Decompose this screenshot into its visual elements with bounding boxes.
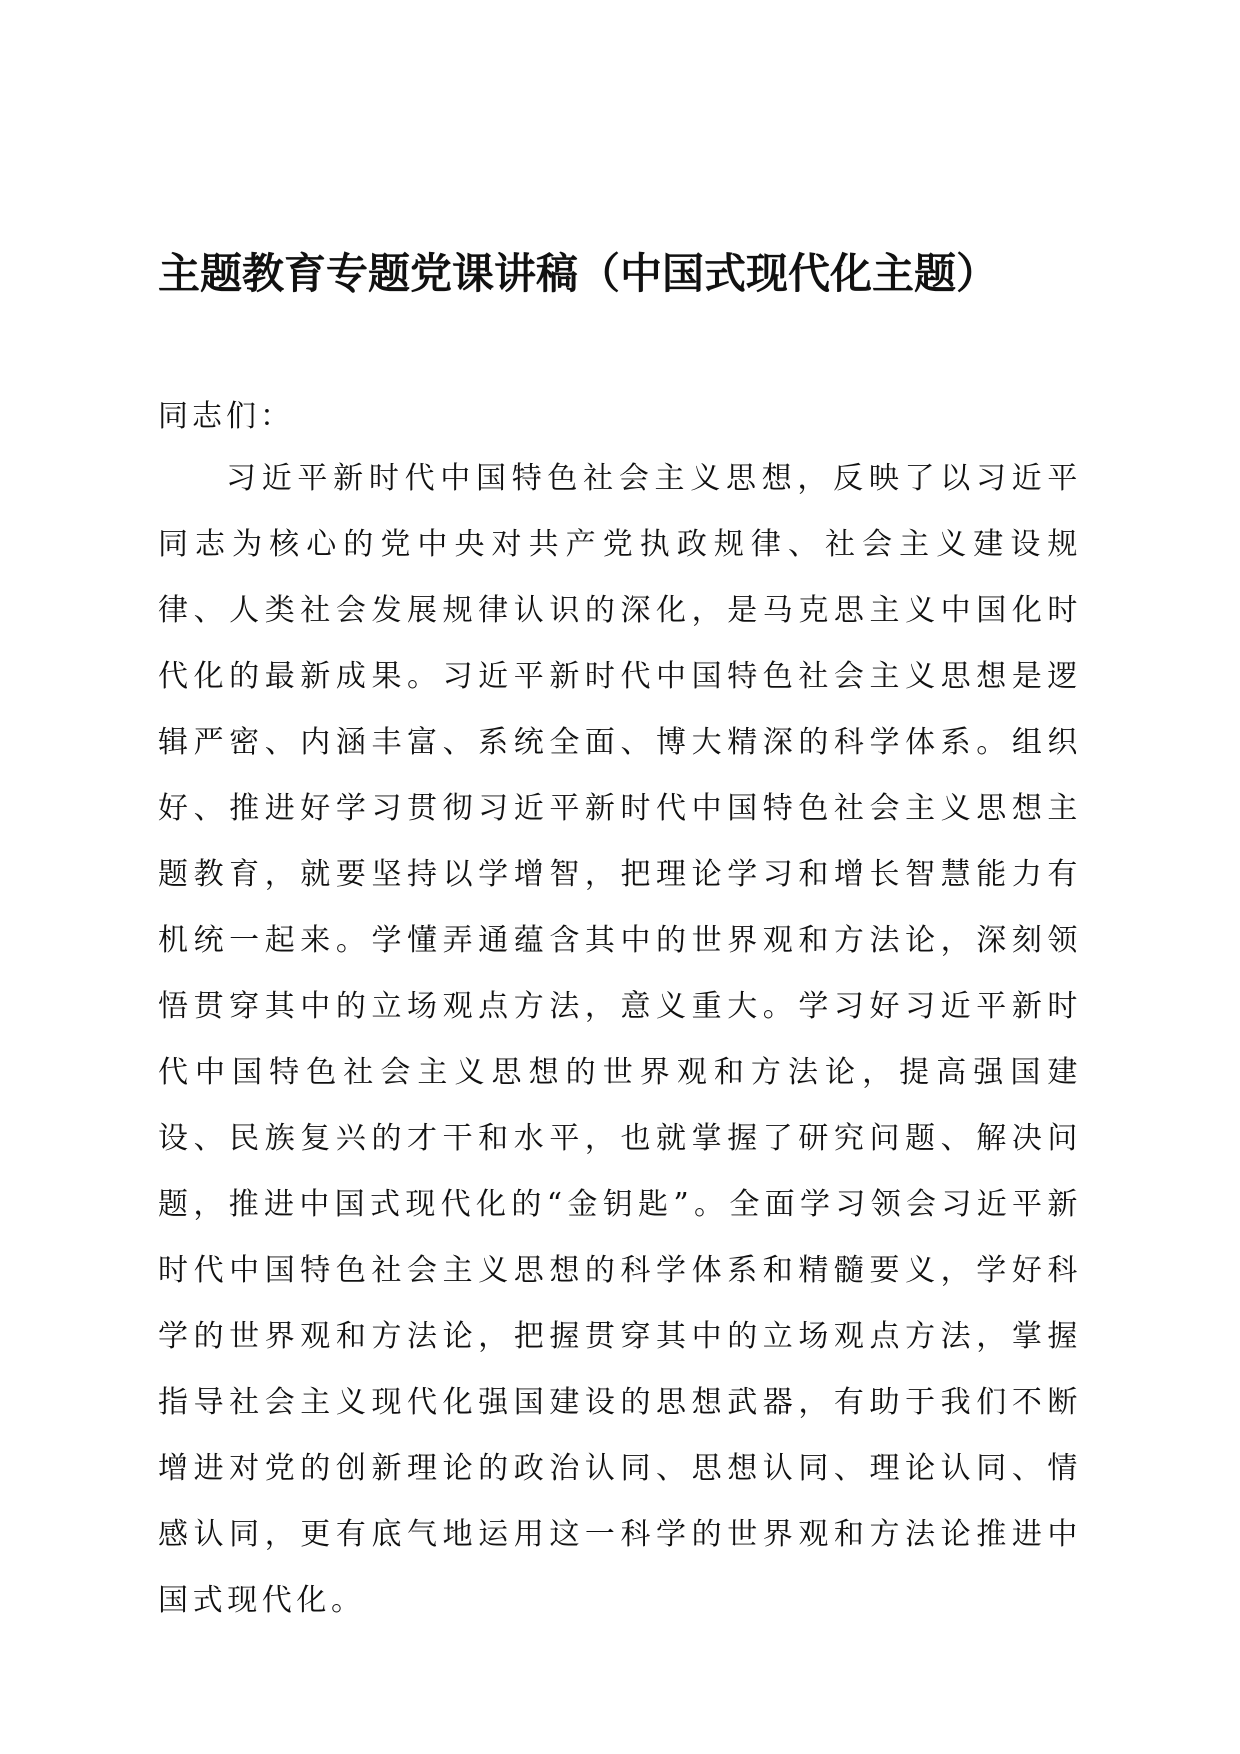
document-title: 主题教育专题党课讲稿（中国式现代化主题）: [158, 249, 999, 298]
body-paragraph: 习近平新时代中国特色社会主义思想，反映了以习近平同志为核心的党中央对共产党执政规律、社会主义建设规律、人类社会发展规律认识的深化，是马克思主义中国化时代化的最新成果。习近平新时代中国特色社会主义思想是逻辑严密、内涵丰富、系统全面、博大精深的科学体系。组织好、推进好学习贯彻习近平新时代中国特色社会主义思想主题教育，就要坚持以学增智，把理论学习和增长智慧能力有机统一起来。学懂弄通蕴含其中的世界观和方法论，深刻领悟贯穿其中的立场观点方法，意义重大。学习好习近平新时代中国特色社会主义思想的世界观和方法论，提高强国建设、民族复兴的才干和水平，也就掌握了研究问题、解决问题，推进中国式现代化的“金钥匙”。全面学习领会习近平新时代中国特色社会主义思想的科学体系和精髓要义，学好科学的世界观和方法论，把握贯穿其中的立场观点方法，掌握指导社会主义现代化强国建设的思想武器，有助于我们不断增进对党的创新理论的政治认同、思想认同、理论认同、情感认同，更有底气地运用这一科学的世界观和方法论推进中国式现代化。: [158, 461, 1082, 1618]
salutation: 同志们：: [158, 399, 294, 434]
